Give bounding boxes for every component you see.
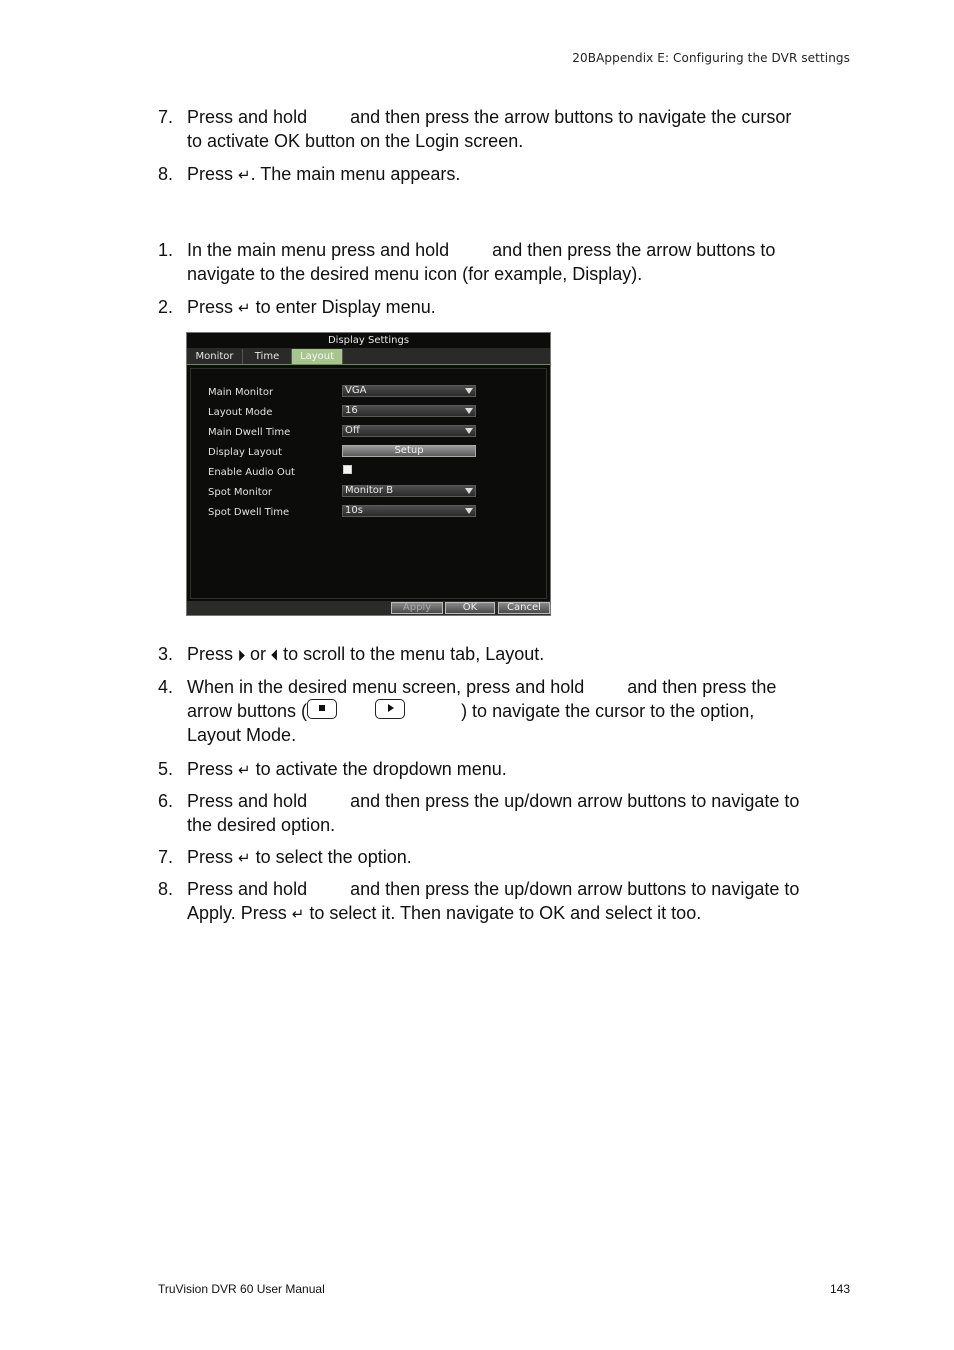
tab-monitor[interactable]: Monitor	[187, 349, 243, 365]
enter-icon: ↵	[238, 761, 251, 779]
step-number: 3.	[158, 644, 174, 664]
step-text: navigate to the desired menu icon (for example, Display).	[187, 264, 643, 284]
dropdown-arrow-icon	[465, 508, 473, 514]
step-number: 7.	[158, 107, 174, 127]
footer-manual-title: TruVision DVR 60 User Manual	[158, 1282, 325, 1296]
enter-icon: ↵	[238, 166, 251, 184]
dropdown-value: Off	[345, 425, 360, 436]
step-number: 5.	[158, 759, 174, 779]
step-text: Press and hold	[187, 791, 308, 811]
step-text: or	[250, 644, 267, 664]
dropdown-arrow-icon	[465, 408, 473, 414]
stop-button-icon	[307, 699, 337, 719]
step-text: and then press the up/down arrow buttons to navigate to	[350, 879, 800, 899]
dropdown-value: Monitor B	[345, 485, 394, 496]
dropdown-value: 10s	[345, 505, 363, 516]
step-text: the desired option.	[187, 815, 336, 835]
display-settings-screen	[186, 332, 551, 616]
dropdown-arrow-icon	[465, 488, 473, 494]
step-text: Layout Mode.	[187, 725, 297, 745]
dropdown-value: VGA	[345, 385, 367, 396]
step-text: Press	[187, 297, 234, 317]
dvr-window-title: Display Settings	[327, 335, 410, 346]
step-number: 7.	[158, 847, 174, 867]
step-text: Press	[187, 759, 234, 779]
step-text: Press	[187, 847, 234, 867]
step-text: Press	[187, 644, 234, 664]
play-button-icon	[375, 699, 405, 719]
step-text: to activate the dropdown menu.	[255, 759, 507, 779]
step-text: to scroll to the menu tab, Layout.	[283, 644, 545, 664]
previous-tab-icon: ⏴	[271, 648, 279, 664]
label-layout-mode: Layout Mode	[208, 407, 273, 418]
step-text: arrow buttons (	[187, 701, 308, 721]
label-spot-dwell-time: Spot Dwell Time	[208, 507, 290, 518]
step-text: In the main menu press and hold	[187, 240, 450, 260]
step-text: to activate OK button on the Login screen.	[187, 131, 524, 151]
step-number: 8.	[158, 879, 174, 899]
label-spot-monitor: Spot Monitor	[208, 487, 272, 498]
step-text: to select the option.	[255, 847, 412, 867]
step-number: 6.	[158, 791, 174, 811]
dropdown-value: 16	[345, 405, 358, 416]
cancel-button[interactable]: Cancel	[498, 602, 550, 614]
step-number: 8.	[158, 164, 174, 184]
step-text: Press and hold	[187, 107, 308, 127]
step-number: 1.	[158, 240, 174, 260]
step-text: When in the desired menu screen, press and hold	[187, 677, 585, 697]
step-text: and then press the up/down arrow buttons to navigate to	[350, 791, 800, 811]
dvr-footer-bar	[187, 601, 550, 615]
tab-divider	[187, 364, 550, 365]
tab-layout[interactable]: Layout	[292, 349, 343, 365]
next-tab-icon: ⏵	[238, 648, 246, 664]
step-text: to enter Display menu.	[255, 297, 436, 317]
enter-icon: ↵	[238, 849, 251, 867]
step-text: Press and hold	[187, 879, 308, 899]
spot-dwell-time-dropdown[interactable]	[342, 505, 476, 517]
step-number: 2.	[158, 297, 174, 317]
step-text: . The main menu appears.	[250, 164, 461, 184]
dvr-tab-bar	[187, 348, 550, 365]
step-text: and then press the arrow buttons to navigate the cursor	[350, 107, 792, 127]
enable-audio-out-checkbox[interactable]	[343, 465, 352, 474]
running-header: 20BAppendix E: Configuring the DVR settings	[572, 51, 850, 65]
apply-button[interactable]: Apply	[391, 602, 443, 614]
display-layout-setup-button[interactable]: Setup	[342, 445, 476, 457]
label-display-layout: Display Layout	[208, 447, 283, 458]
layout-panel	[190, 368, 547, 599]
step-text: and then press the arrow buttons to	[492, 240, 776, 260]
label-main-monitor: Main Monitor	[208, 387, 274, 398]
label-enable-audio-out: Enable Audio Out	[208, 467, 295, 478]
step-text: Press	[187, 164, 234, 184]
enter-icon: ↵	[291, 905, 305, 923]
step-text: Apply. Press	[187, 903, 287, 923]
label-main-dwell-time: Main Dwell Time	[208, 427, 291, 438]
dropdown-arrow-icon	[465, 388, 473, 394]
tab-time[interactable]: Time	[243, 349, 292, 365]
step-text: and then press the	[627, 677, 777, 697]
step-number: 4.	[158, 677, 174, 697]
step-text: to select it. Then navigate to OK and select it too.	[309, 903, 702, 923]
spot-monitor-dropdown[interactable]	[342, 485, 476, 497]
ok-button[interactable]: OK	[445, 602, 495, 614]
dropdown-arrow-icon	[465, 428, 473, 434]
step-text: ) to navigate the cursor to the option,	[461, 701, 755, 721]
main-dwell-time-dropdown[interactable]	[342, 425, 476, 437]
enter-icon: ↵	[238, 299, 251, 317]
layout-mode-dropdown[interactable]	[342, 405, 476, 417]
main-monitor-dropdown[interactable]	[342, 385, 476, 397]
page-number: 143	[829, 1282, 850, 1296]
